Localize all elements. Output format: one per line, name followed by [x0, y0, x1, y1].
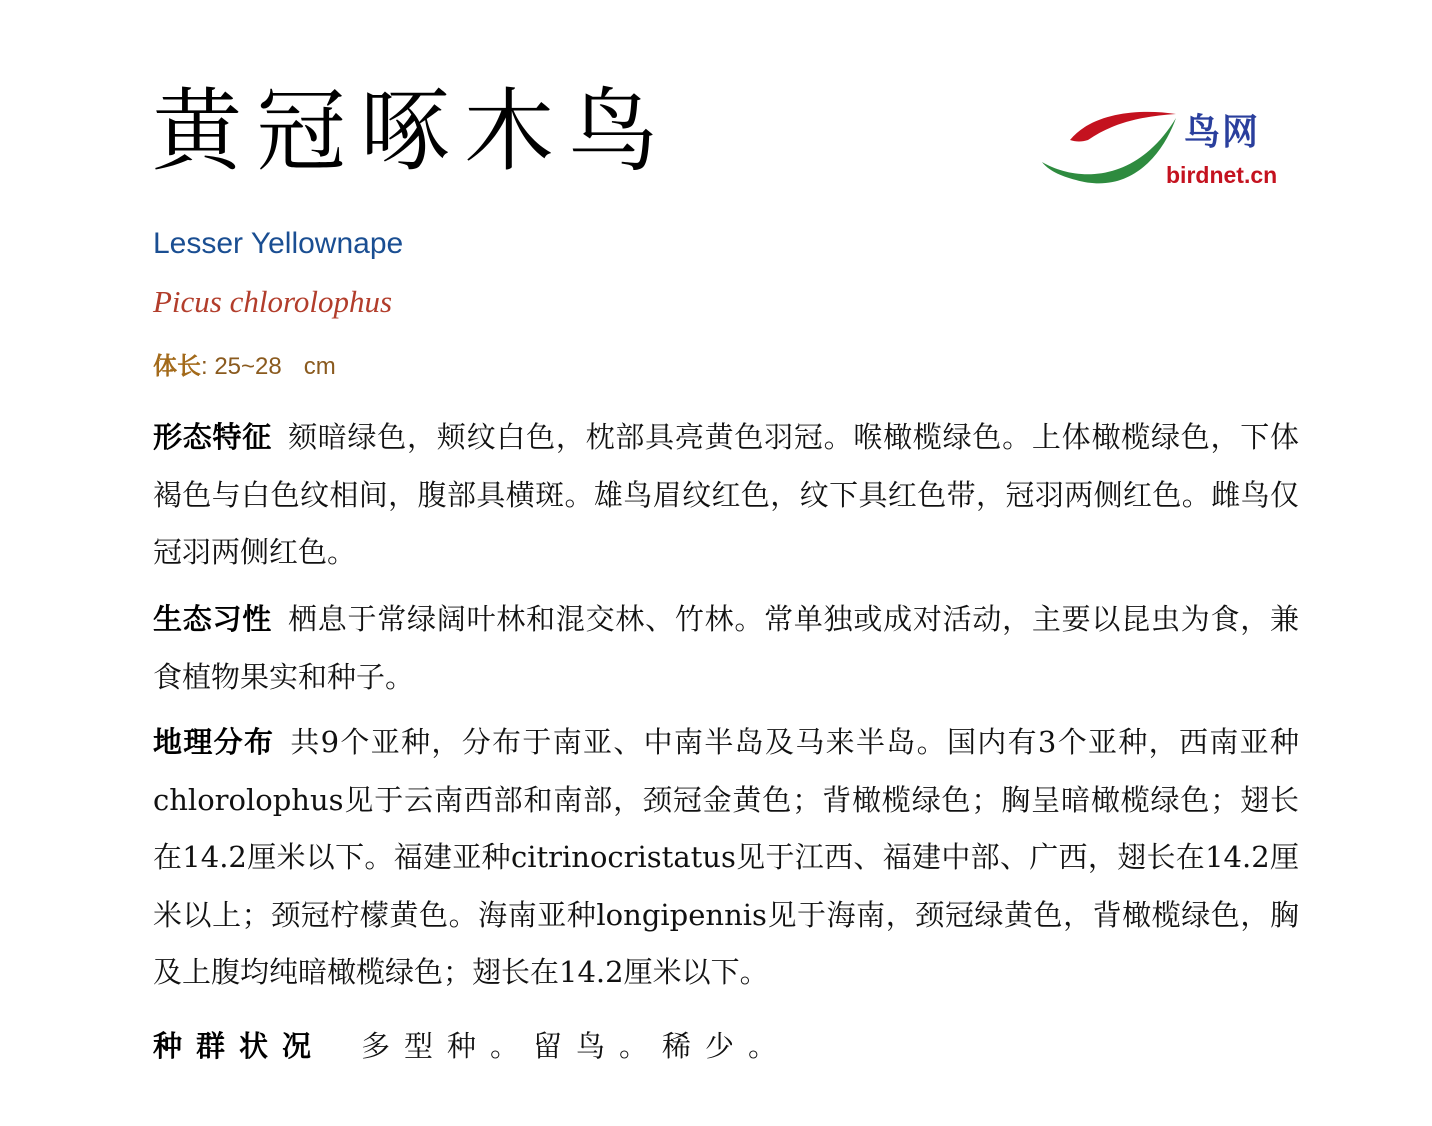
body-length-label: 体长: [153, 352, 201, 380]
swoosh-logo-icon: [1036, 100, 1186, 190]
status-text: 多型种。留鸟。稀少。: [361, 1029, 792, 1063]
body-length-value: : 25~28: [201, 353, 282, 380]
page-title: 黄冠啄木鸟: [152, 79, 672, 184]
morphology-text: 颏暗绿色，颊纹白色，枕部具亮黄色羽冠。喉橄榄绿色。上体橄榄绿色，下体褐色与白色纹相间，腹部具横斑。雄鸟眉纹红色，纹下具红色带，冠羽两侧红色。雌鸟仅冠羽两侧红色。: [153, 420, 1299, 569]
ecology-heading: 生态习性: [153, 602, 273, 636]
logo-name-cn: 鸟网: [1184, 111, 1261, 153]
logo-domain: birdnet.cn: [1166, 162, 1278, 188]
english-name: Lesser Yellownape: [153, 227, 404, 260]
status-section: [153, 1018, 1299, 1076]
distribution-section: [153, 714, 1299, 1002]
ecology-section: [153, 591, 1299, 706]
body-length: [153, 350, 336, 383]
birdnet-logo[interactable]: [1036, 100, 1276, 200]
morphology-section: [153, 409, 1299, 582]
status-heading: 种群状况: [153, 1029, 326, 1063]
distribution-text: 共9个亚种，分布于南亚、中南半岛及马来半岛。国内有3个亚种，西南亚种chlorolophus见于云南西部和南部，颈冠金黄色；背橄榄绿色；胸呈暗橄榄绿色；翅长在14.2厘米以下。福建亚种citrinocristatus见于江西、福建中部、广西，翅长在14.2厘米以上；颈冠柠檬黄色。海南亚种longipennis见于海南，颈冠绿黄色，背橄榄绿色，胸及上腹均纯暗橄榄绿色；翅长在14.2厘米以下。: [153, 725, 1299, 989]
distribution-heading: 地理分布: [153, 725, 275, 759]
morphology-heading: 形态特征: [153, 420, 273, 454]
ecology-text: 栖息于常绿阔叶林和混交林、竹林。常单独或成对活动，主要以昆虫为食，兼食植物果实和种子。: [153, 602, 1299, 694]
latin-name: Picus chlorolophus: [153, 284, 393, 319]
body-length-unit: cm: [303, 353, 336, 380]
